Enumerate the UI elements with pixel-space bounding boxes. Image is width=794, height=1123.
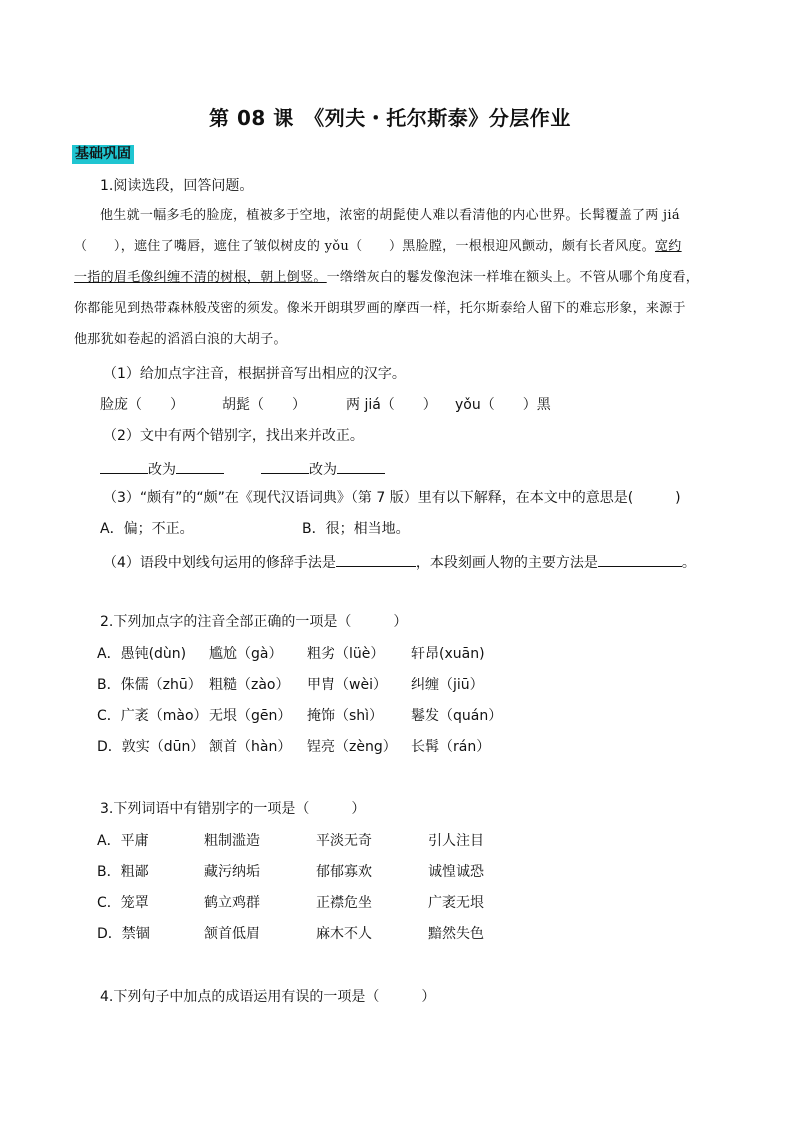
q3-option: 藏污纳垢 [204, 864, 260, 880]
question-1-stem: 1.阅读选段，回答问题。 [100, 178, 254, 194]
q2-option: 尴尬（gà） [209, 646, 283, 662]
question-4-stem: 4.下列句子中加点的成语运用有误的一项是（ ） [100, 989, 436, 1005]
q2-option: C．广袤（mào） [97, 708, 208, 724]
answer-blank[interactable] [176, 459, 224, 474]
q3-option: 鹤立鸡群 [204, 895, 260, 911]
correction-line-1: 改为 [100, 459, 224, 479]
q2-option: 轩昂(xuān) [411, 646, 485, 662]
question-3-stem: 3.下列词语中有错别字的一项是（ ） [100, 801, 366, 817]
correction-line-2: 改为 [261, 459, 385, 479]
q3-option: 郁郁寡欢 [316, 864, 372, 880]
q2-option: 粗糙（zào） [209, 677, 290, 693]
answer-blank[interactable] [261, 459, 309, 474]
passage-line-3: 一指的眉毛像纠缠不清的树根，朝上倒竖。一绺绺灰白的鬈发像泡沫一样堆在额头上。不管从哪个角度看， [74, 270, 700, 285]
q3-option: 正襟危坐 [316, 895, 372, 911]
passage-line-4: 你都能见到热带森林般茂密的须发。像米开朗琪罗画的摩西一样，托尔斯泰给人留下的难忘形象，来源于 [74, 301, 686, 316]
sub1-item: 两 jiá（ ） [346, 397, 437, 413]
q2-option: D．敦实（dūn） [97, 739, 205, 755]
q2-option: 长髯（rán） [411, 739, 491, 755]
page-title: 第 08 课 《列夫・托尔斯泰》分层作业 [209, 106, 571, 130]
q3-option: 颔首低眉 [204, 926, 260, 942]
q3-option: 黯然失色 [428, 926, 484, 942]
option-a: A．偏；不正。 [100, 521, 194, 537]
underlined-sentence-start: 宽约 [654, 239, 682, 254]
option-b: B．很；相当地。 [302, 521, 410, 537]
underlined-sentence-end: 一指的眉毛像纠缠不清的树根，朝上倒竖。 [74, 270, 327, 285]
sub1-item: yǒu（ ）黑 [455, 397, 551, 413]
q2-option: 掩饰（shì） [307, 708, 384, 724]
passage-line-1: 他生就一幅多毛的脸庞，植被多于空地，浓密的胡髭使人难以看清他的内心世界。长髯覆盖了两 jiá [100, 208, 680, 223]
sub-question-3: （3）“颇有”的“颇”在《现代汉语词典》（第 7 版）里有以下解释，在本文中的意思是( ) [103, 490, 681, 506]
answer-blank[interactable] [337, 459, 385, 474]
q3-option: C．笼罩 [97, 895, 149, 911]
q2-option: 鬈发（quán） [411, 708, 503, 724]
q3-option: 引人注目 [428, 833, 484, 849]
q2-option: A．愚钝(dùn) [97, 646, 187, 662]
section-tag: 基础巩固 [72, 145, 134, 164]
answer-blank[interactable] [100, 459, 148, 474]
q2-option: 颔首（hàn） [209, 739, 292, 755]
q3-option: D．禁锢 [97, 926, 150, 942]
q2-option: 锃亮（zèng） [307, 739, 397, 755]
q3-option: 麻木不人 [316, 926, 372, 942]
q2-option: 无垠（gēn） [209, 708, 292, 724]
q2-option: 纠缠（jiū） [411, 677, 484, 693]
passage-line-2: （ ），遮住了嘴唇，遮住了皱似树皮的 yǒu（ ）黑脸膛，一根根迎风颤动，颇有长者风度。宽约 [74, 239, 682, 254]
q2-option: 粗劣（lüè） [307, 646, 385, 662]
answer-blank[interactable] [336, 552, 416, 567]
q3-option: 诚惶诚恐 [428, 864, 484, 880]
q2-option: B．侏儒（zhū） [97, 677, 202, 693]
q3-option: A．平庸 [97, 833, 149, 849]
sub-question-4: （4）语段中划线句运用的修辞手法是 ，本段刻画人物的主要方法是 。 [103, 552, 696, 572]
passage-line-5: 他那犹如卷起的滔滔白浪的大胡子。 [74, 332, 287, 347]
q2-option: 甲胄（wèi） [307, 677, 387, 693]
question-2-stem: 2.下列加点字的注音全部正确的一项是（ ） [100, 614, 408, 630]
q3-option: 平淡无奇 [316, 833, 372, 849]
q3-option: B．粗鄙 [97, 864, 149, 880]
sub1-item: 脸庞（ ） [100, 397, 184, 413]
answer-blank[interactable] [598, 552, 682, 567]
q3-option: 广袤无垠 [428, 895, 484, 911]
sub-question-1: （1）给加点字注音，根据拼音写出相应的汉字。 [103, 366, 406, 382]
q3-option: 粗制滥造 [204, 833, 260, 849]
sub1-item: 胡髭（ ） [222, 397, 306, 413]
sub-question-2: （2）文中有两个错别字，找出来并改正。 [103, 428, 364, 444]
